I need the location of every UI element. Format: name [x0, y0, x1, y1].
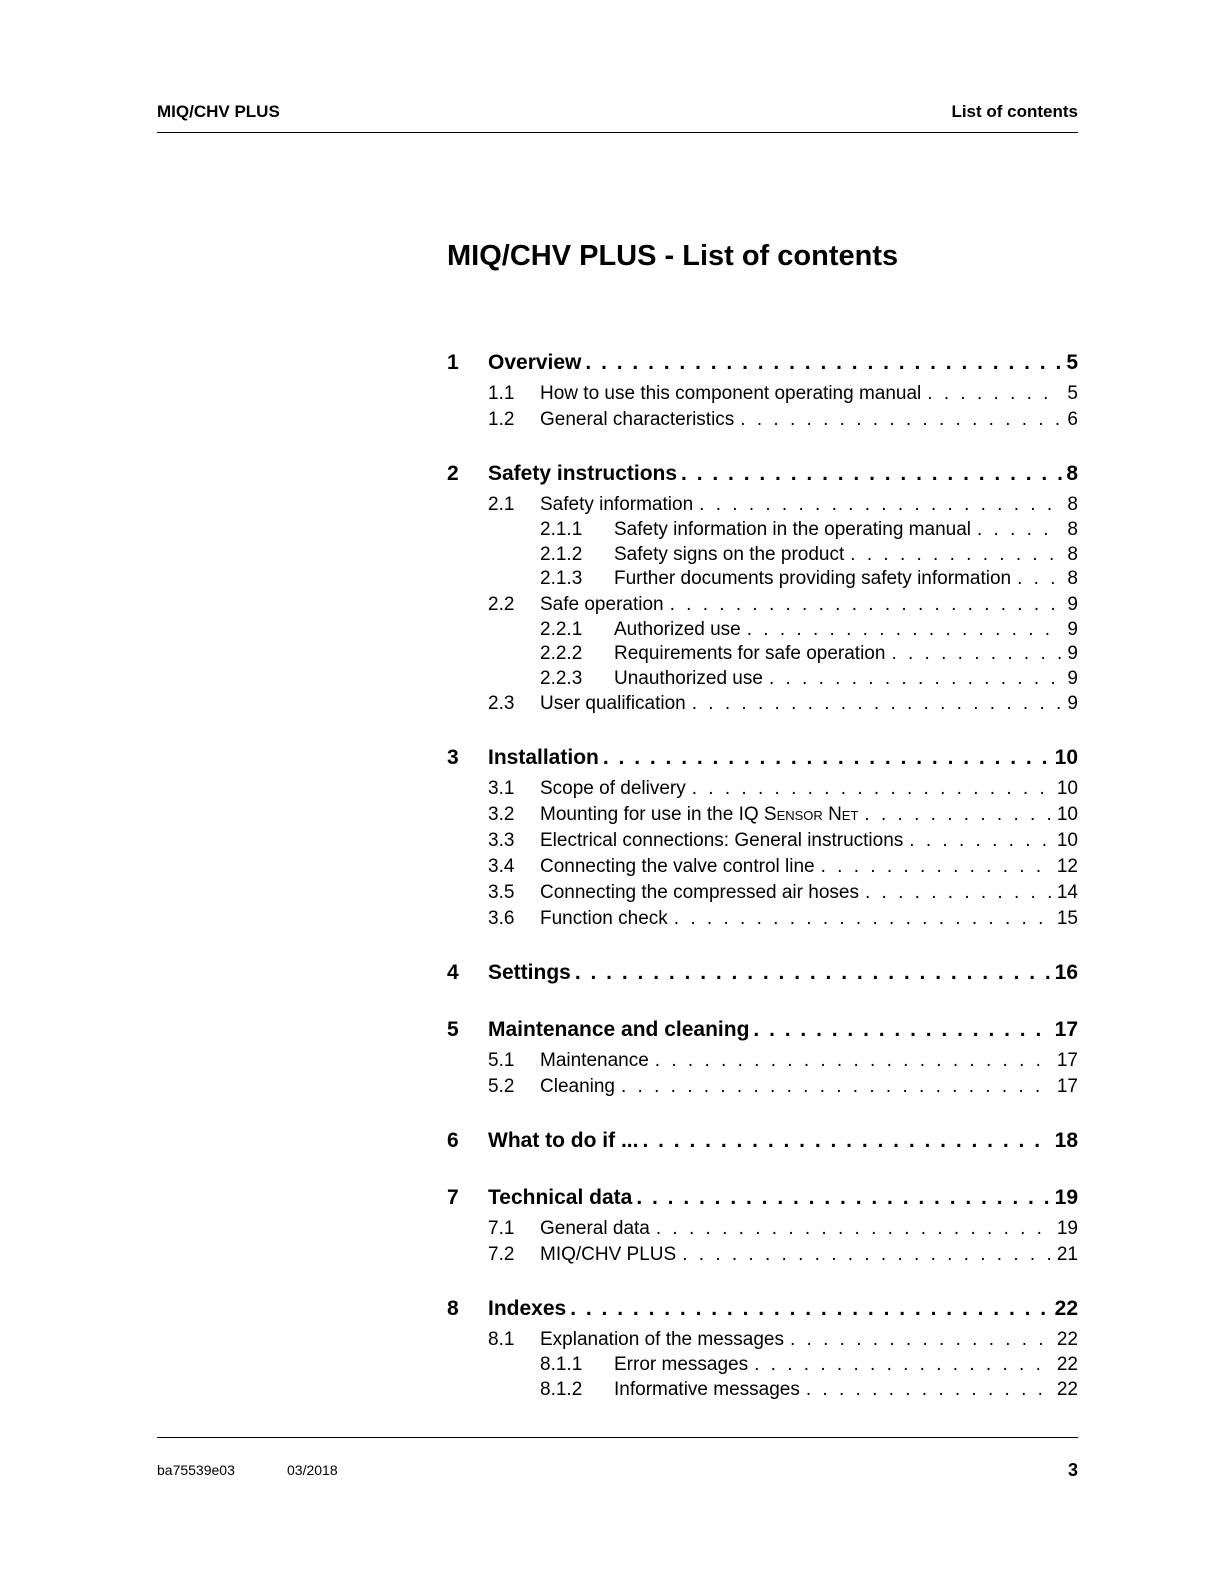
toc-entry-number: 3.2	[488, 804, 515, 825]
toc-entry-7[interactable]	[447, 1181, 1078, 1214]
toc-entry-label: Installation	[488, 746, 599, 769]
toc-entry-page: 22	[1056, 1378, 1078, 1400]
toc-entry-page: 21	[1056, 1244, 1078, 1265]
toc-entry-label: Authorized use	[614, 618, 741, 640]
sensor-net-smallcaps: Sensor Net	[763, 804, 859, 825]
footer-page-number: 3	[1067, 1460, 1078, 1480]
toc-entry-label: MIQ/CHV PLUS	[540, 1244, 677, 1265]
toc-entry-3-2[interactable]	[447, 802, 1078, 828]
toc-entry-number: 7	[447, 1186, 459, 1209]
toc-entry-label: Electrical connections: General instructions	[540, 830, 904, 851]
toc-dot-leader	[909, 828, 1051, 854]
toc-dot-leader	[747, 618, 1062, 643]
toc-dot-leader	[575, 956, 1051, 989]
toc-dot-leader	[681, 457, 1062, 490]
toc-entry-label: General data	[540, 1218, 650, 1239]
toc-entry-label: Explanation of the messages	[540, 1329, 784, 1350]
header-product-name: MIQ/CHV PLUS	[157, 102, 280, 121]
toc-entry-number: 2.2.1	[540, 618, 583, 640]
toc-dot-leader	[891, 642, 1061, 667]
page-header	[157, 100, 1078, 133]
footer-doc-id: ba75539e03	[157, 1462, 235, 1478]
toc-entry-page: 10	[1056, 830, 1078, 851]
toc-entry-number: 2.1.3	[540, 568, 583, 589]
toc-entry-page: 6	[1067, 409, 1078, 430]
toc-entry-number: 5	[447, 1018, 459, 1041]
toc-entry-number: 2.2	[488, 593, 515, 615]
toc-entry-page: 8	[1067, 519, 1078, 540]
toc-dot-leader	[865, 880, 1051, 906]
toc-entry-number: 3.5	[488, 882, 515, 903]
toc-entry-number: 8.1.1	[540, 1354, 583, 1375]
toc-entry-7-2[interactable]	[447, 1242, 1078, 1268]
toc-entry-number: 5.2	[488, 1076, 515, 1097]
toc-entry-4[interactable]	[447, 956, 1078, 989]
toc-entry-page: 12	[1056, 856, 1078, 877]
toc-entry-label: Settings	[488, 961, 571, 984]
toc-entry-label: Requirements for safe operation	[614, 643, 886, 664]
toc-entry-label: Scope of delivery	[540, 778, 686, 799]
toc-entry-1-1[interactable]	[447, 381, 1078, 407]
toc-dot-leader	[621, 1074, 1051, 1100]
toc-dot-leader	[642, 1124, 1050, 1157]
toc-dot-leader	[692, 776, 1051, 802]
toc-entry-number: 1.1	[488, 383, 515, 404]
toc-entry-8-1[interactable]	[447, 1327, 1078, 1353]
toc-dot-leader	[585, 346, 1062, 379]
toc-entry-page: 9	[1067, 593, 1078, 615]
toc-dot-leader	[806, 1378, 1051, 1403]
toc-entry-number: 2.1	[488, 494, 515, 515]
toc-entry-page: 17	[1056, 1050, 1078, 1071]
toc-entry-page: 8	[1067, 494, 1078, 515]
toc-entry-page: 19	[1054, 1186, 1078, 1209]
toc-entry-5[interactable]	[447, 1013, 1078, 1046]
toc-entry-label: Informative messages	[614, 1378, 800, 1400]
toc-entry-8[interactable]	[447, 1292, 1078, 1325]
toc-dot-leader	[655, 1048, 1051, 1074]
toc-entry-label: Further documents providing safety information	[614, 568, 1012, 589]
toc-entry-label: Function check	[540, 908, 668, 929]
toc-entry-8-1-1[interactable]	[447, 1353, 1078, 1378]
toc-entry-2[interactable]	[447, 457, 1078, 490]
toc-entry-2-1-1[interactable]	[447, 518, 1078, 543]
toc-entry-page: 5	[1067, 383, 1078, 404]
toc-entry-label: Cleaning	[540, 1076, 615, 1097]
toc-entry-page: 17	[1056, 1076, 1078, 1097]
toc-entry-page: 9	[1067, 643, 1078, 664]
toc-entry-3-1[interactable]	[447, 776, 1078, 802]
footer-date: 03/2018	[287, 1462, 338, 1478]
toc-entry-number: 3.3	[488, 830, 515, 851]
toc-entry-number: 5.1	[488, 1050, 515, 1071]
toc-dot-leader	[656, 1216, 1051, 1242]
toc-entry-label: Unauthorized use	[614, 667, 763, 689]
toc-entry-1-2[interactable]	[447, 407, 1078, 433]
toc-entry-1[interactable]	[447, 346, 1078, 379]
toc-dot-leader	[821, 854, 1051, 880]
toc-entry-label: User qualification	[540, 693, 686, 714]
toc-entry-number: 1	[447, 351, 459, 374]
toc-entry-label: What to do if ...	[488, 1129, 639, 1152]
toc-dot-leader	[692, 691, 1062, 717]
toc-entry-page: 15	[1056, 908, 1078, 929]
toc-entry-page: 9	[1067, 667, 1078, 689]
toc-entry-number: 6	[447, 1129, 459, 1152]
toc-entry-number: 7.1	[488, 1218, 515, 1239]
page-footer	[157, 1437, 1078, 1488]
toc-entry-2-2-1[interactable]	[447, 618, 1078, 643]
toc-entry-number: 2.2.3	[540, 667, 583, 689]
toc-entry-page: 10	[1056, 778, 1078, 799]
toc-entry-page: 8	[1066, 462, 1078, 485]
toc-entry-number: 8.1.2	[540, 1378, 583, 1400]
toc-dot-leader	[864, 802, 1050, 828]
toc-dot-leader	[670, 592, 1062, 618]
toc-dot-leader	[636, 1181, 1050, 1214]
toc-entry-3-5[interactable]	[447, 880, 1078, 906]
table-of-contents	[447, 346, 1078, 1402]
toc-entry-label: Overview	[488, 351, 582, 374]
toc-dot-leader	[570, 1292, 1050, 1325]
toc-entry-2-3[interactable]	[447, 691, 1078, 717]
toc-dot-leader	[850, 543, 1061, 568]
toc-entry-label: Connecting the valve control line	[540, 856, 815, 877]
toc-entry-label: General characteristics	[540, 409, 735, 430]
toc-dot-leader	[699, 492, 1061, 518]
header-section-name: List of contents	[951, 102, 1078, 121]
toc-entry-number: 3.4	[488, 856, 515, 877]
toc-entry-label: Safe operation	[540, 593, 664, 615]
toc-entry-page: 8	[1067, 543, 1078, 565]
toc-entry-number: 2.3	[488, 693, 515, 714]
toc-entry-page: 18	[1054, 1129, 1078, 1152]
toc-entry-page: 10	[1054, 746, 1078, 769]
page-title: MIQ/CHV PLUS - List of contents	[447, 240, 899, 272]
toc-dot-leader	[682, 1242, 1051, 1268]
toc-dot-leader	[740, 407, 1061, 433]
toc-entry-3-4[interactable]	[447, 854, 1078, 880]
toc-entry-number: 8.1	[488, 1329, 515, 1350]
toc-entry-page: 9	[1067, 693, 1078, 714]
toc-entry-label: Maintenance and cleaning	[488, 1018, 750, 1041]
toc-entry-2-2-2[interactable]	[447, 642, 1078, 667]
toc-entry-page: 5	[1066, 351, 1078, 374]
toc-entry-2-1-2[interactable]	[447, 543, 1078, 568]
toc-entry-number: 2.1.1	[540, 519, 583, 540]
toc-entry-3[interactable]	[447, 741, 1078, 774]
toc-entry-number: 3	[447, 746, 459, 769]
toc-entry-2-1[interactable]	[447, 492, 1078, 518]
toc-entry-label: Error messages	[614, 1354, 749, 1375]
toc-entry-8-1-2[interactable]	[447, 1378, 1078, 1403]
toc-entry-label: How to use this component operating manual	[540, 383, 922, 404]
toc-dot-leader	[603, 741, 1051, 774]
toc-entry-number: 3.6	[488, 908, 515, 929]
toc-entry-label: Indexes	[488, 1297, 567, 1320]
toc-dot-leader	[1017, 567, 1061, 592]
toc-dot-leader	[927, 381, 1061, 407]
toc-entry-page: 16	[1054, 961, 1078, 984]
toc-entry-5-1[interactable]	[447, 1048, 1078, 1074]
toc-entry-page: 22	[1056, 1354, 1078, 1375]
toc-dot-leader	[977, 518, 1061, 543]
toc-dot-leader	[753, 1013, 1050, 1046]
toc-entry-label: Maintenance	[540, 1050, 649, 1071]
toc-entry-number: 1.2	[488, 409, 515, 430]
toc-dot-leader	[674, 906, 1051, 932]
toc-entry-page: 17	[1054, 1018, 1078, 1041]
toc-entry-number: 8	[447, 1297, 459, 1320]
toc-entry-label: Technical data	[488, 1186, 633, 1209]
toc-entry-label: Safety information	[540, 494, 694, 515]
toc-entry-page: 22	[1056, 1329, 1078, 1350]
toc-entry-page: 22	[1054, 1297, 1078, 1320]
toc-entry-2-2-3[interactable]	[447, 667, 1078, 692]
toc-entry-label: Safety information in the operating manual	[614, 519, 971, 540]
toc-entry-7-1[interactable]	[447, 1216, 1078, 1242]
toc-entry-3-6[interactable]	[447, 906, 1078, 932]
toc-entry-6[interactable]	[447, 1124, 1078, 1157]
toc-entry-number: 3.1	[488, 778, 515, 799]
toc-entry-5-2[interactable]	[447, 1074, 1078, 1100]
toc-dot-leader	[790, 1327, 1051, 1353]
toc-entry-number: 4	[447, 961, 459, 984]
toc-entry-number: 7.2	[488, 1244, 515, 1265]
toc-entry-page: 10	[1056, 804, 1078, 825]
toc-entry-number: 2.2.2	[540, 643, 583, 664]
toc-dot-leader	[754, 1353, 1051, 1378]
toc-entry-page: 19	[1056, 1218, 1078, 1239]
toc-dot-leader	[769, 667, 1061, 692]
toc-entry-label: Connecting the compressed air hoses	[540, 882, 859, 903]
toc-entry-label: Mounting for use in the IQ Sensor Net	[540, 804, 859, 825]
toc-entry-page: 8	[1067, 568, 1078, 589]
toc-entry-number: 2.1.2	[540, 543, 583, 565]
toc-entry-2-2[interactable]	[447, 592, 1078, 618]
toc-entry-3-3[interactable]	[447, 828, 1078, 854]
toc-entry-number: 2	[447, 462, 459, 485]
toc-entry-label: Safety signs on the product	[614, 543, 845, 565]
toc-entry-page: 9	[1067, 618, 1078, 640]
toc-entry-label: Safety instructions	[488, 462, 678, 485]
toc-entry-page: 14	[1056, 882, 1078, 903]
toc-entry-2-1-3[interactable]	[447, 567, 1078, 592]
